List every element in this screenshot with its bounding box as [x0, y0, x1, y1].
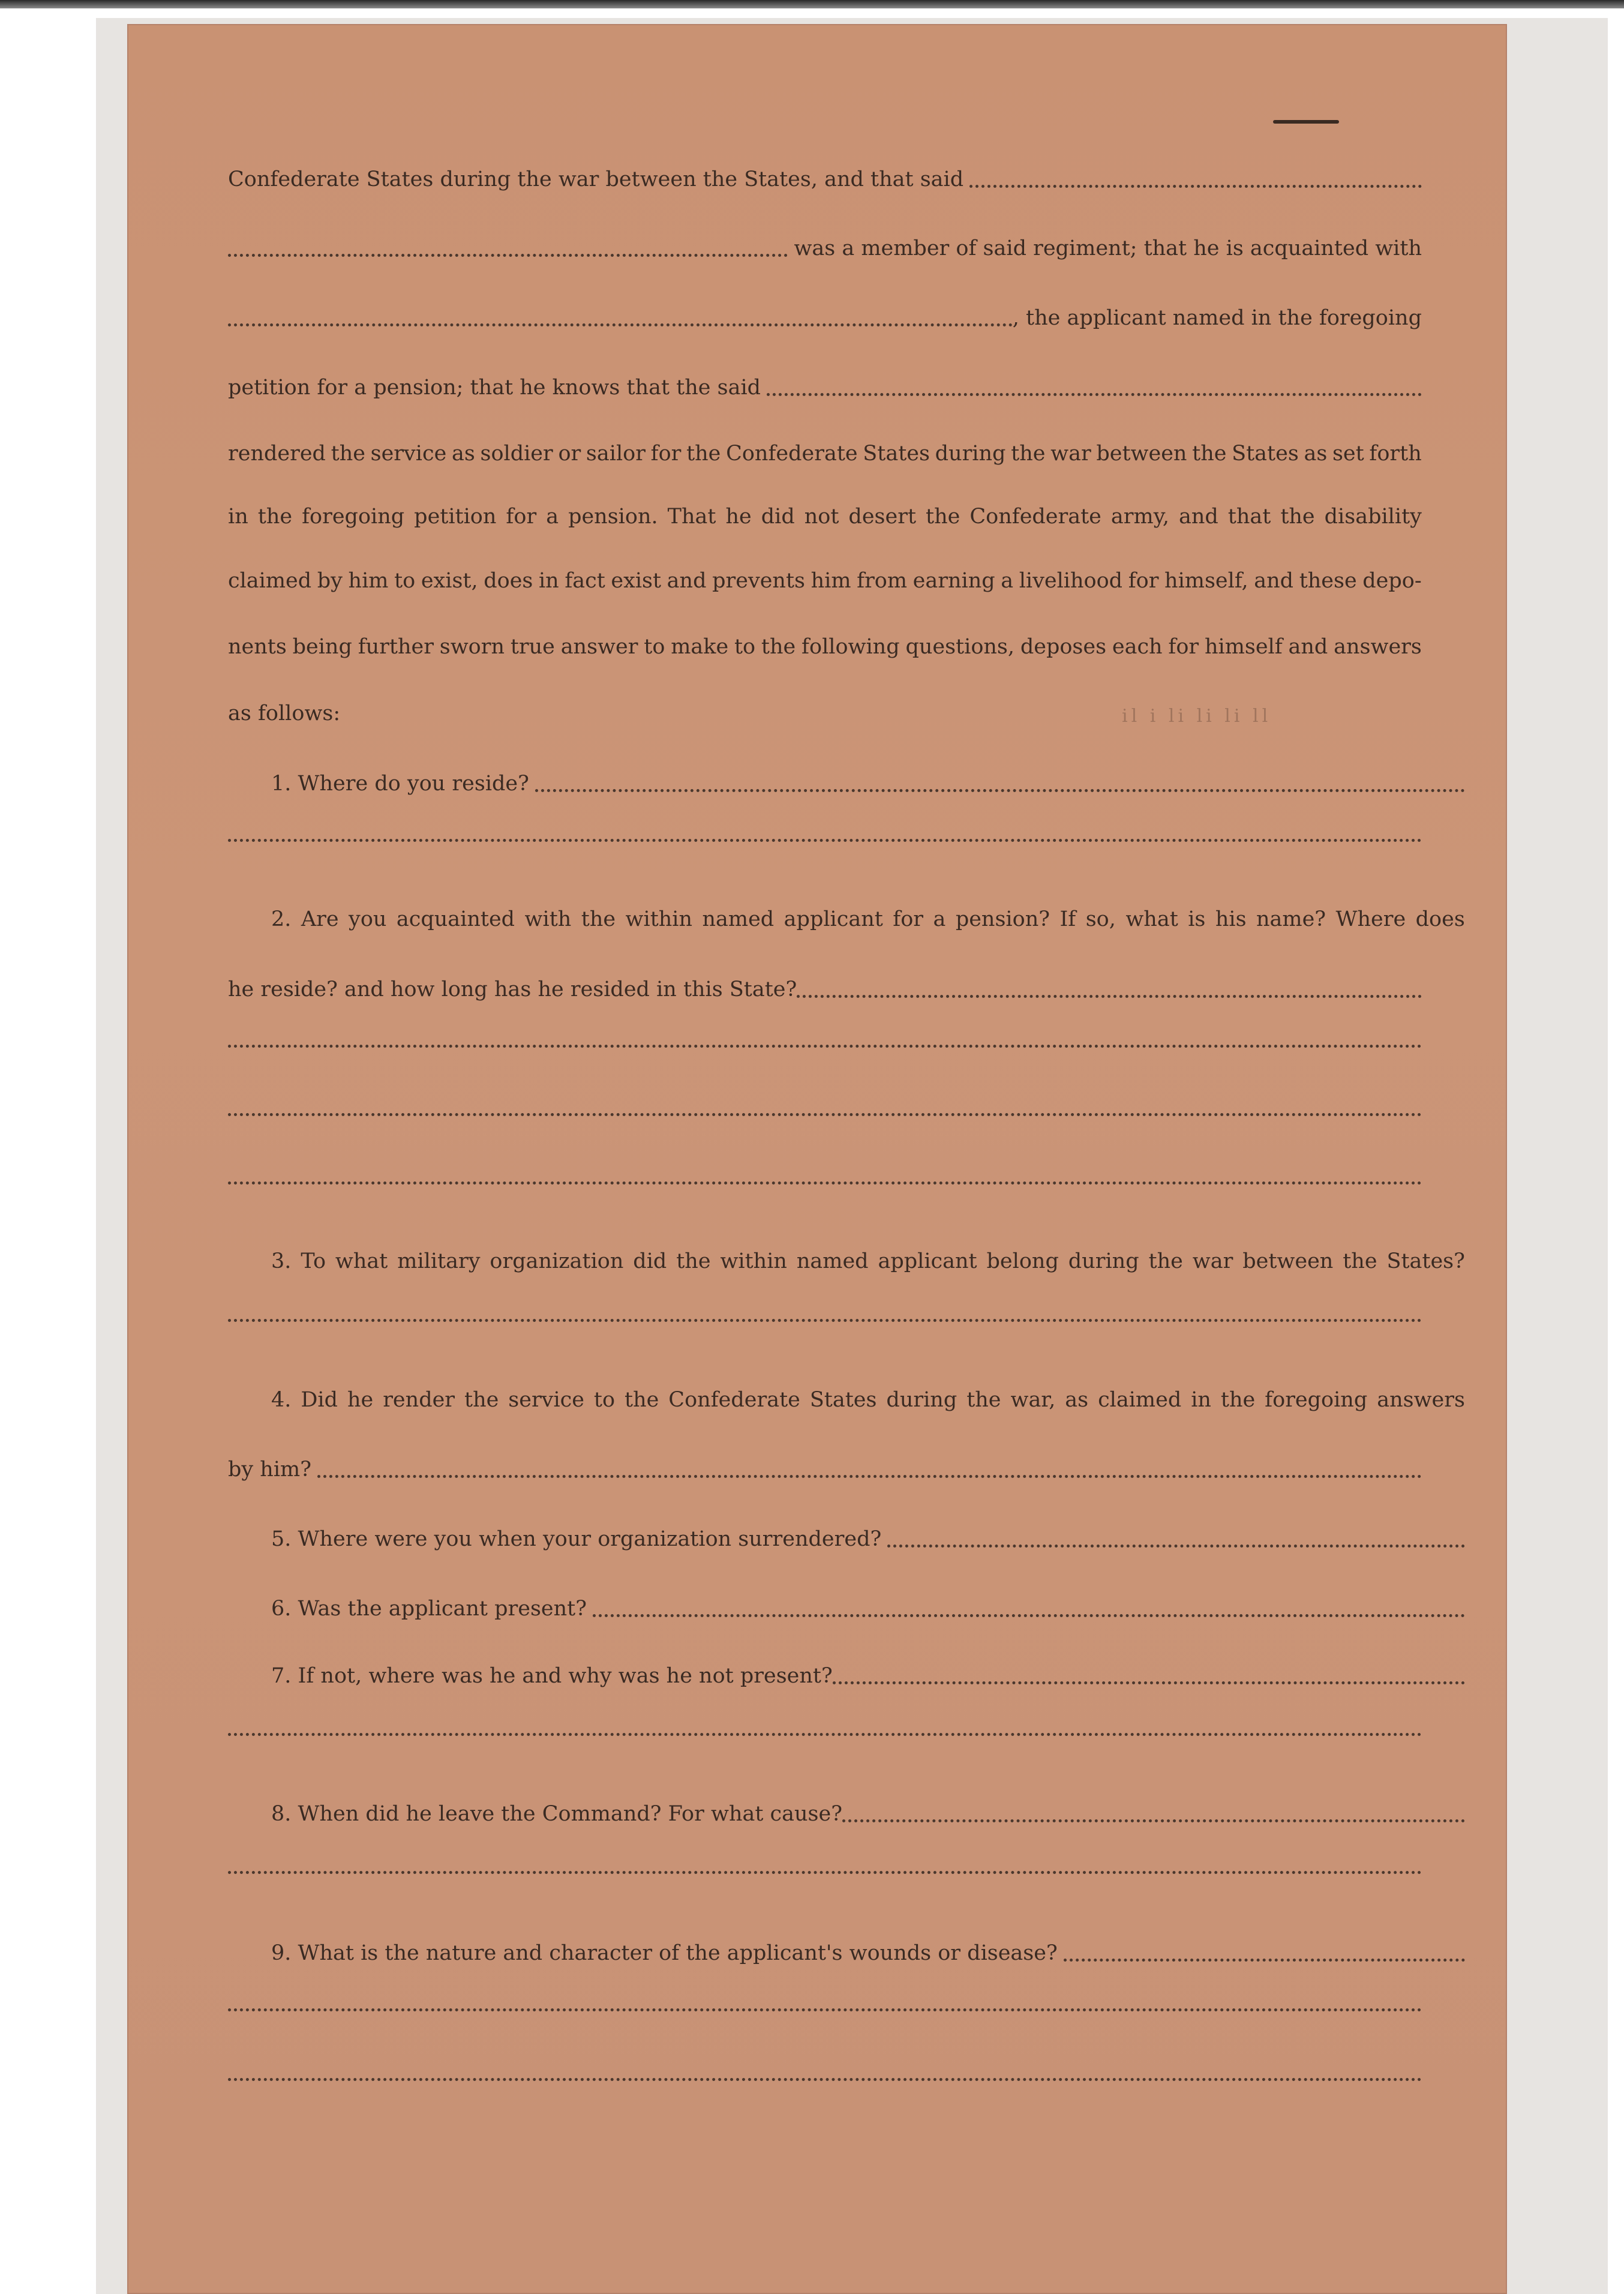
- scanner-edge: [0, 0, 1624, 8]
- answer-line: [228, 1113, 1422, 1121]
- word: organization: [490, 1249, 624, 1273]
- word: answer: [560, 635, 638, 659]
- word: sailor: [586, 442, 646, 466]
- answer-blank[interactable]: [228, 1045, 1422, 1048]
- word: him: [811, 569, 851, 593]
- word: States?: [1386, 1249, 1465, 1273]
- answer-line: [228, 1733, 1422, 1741]
- word: in: [1191, 1388, 1211, 1412]
- fill-in-blank[interactable]: [969, 166, 1422, 188]
- word: a: [933, 907, 946, 931]
- word: the: [257, 505, 293, 529]
- word: what: [335, 1249, 388, 1273]
- word: did: [761, 505, 795, 529]
- word: for: [1168, 635, 1199, 659]
- question-5: [228, 1525, 1465, 1553]
- word: pension.: [568, 505, 658, 529]
- word: named: [796, 1249, 869, 1273]
- answer-line: [228, 1182, 1422, 1190]
- answer-blank[interactable]: [228, 1871, 1422, 1874]
- word: rendered: [228, 442, 326, 466]
- word: does: [484, 569, 533, 593]
- word: himself,: [1164, 569, 1248, 593]
- word: during: [886, 1388, 957, 1412]
- answer-line: [228, 2008, 1422, 2017]
- word: Confederate: [726, 442, 858, 466]
- word: for: [506, 505, 537, 529]
- word: the: [1148, 1249, 1183, 1273]
- word: within: [625, 907, 693, 931]
- word: Confederate: [668, 1388, 800, 1412]
- question-4: [228, 1386, 1465, 1414]
- answer-line: [228, 1045, 1422, 1053]
- question-9: [228, 1939, 1465, 1967]
- word: the: [966, 1388, 1001, 1412]
- word: further: [358, 635, 434, 659]
- line-text: Confederate States during the war between the States, and that said: [228, 167, 964, 191]
- word: what: [1125, 907, 1178, 931]
- word: in: [538, 569, 559, 593]
- word: soldier: [480, 442, 553, 466]
- word: his: [1215, 907, 1247, 931]
- word: the: [676, 1249, 711, 1273]
- word: or: [558, 442, 581, 466]
- question-6: [228, 1595, 1465, 1623]
- word: 3.: [271, 1249, 292, 1273]
- answer-blank[interactable]: [228, 1182, 1422, 1185]
- word: petition: [414, 505, 497, 529]
- word: named: [702, 907, 775, 931]
- line-text: petition for a pension; that he knows that the said: [228, 376, 761, 400]
- word: war: [1050, 442, 1091, 466]
- question-2-continued: [228, 976, 1422, 1003]
- word: Did: [301, 1388, 338, 1412]
- question-text: 1. Where do you reside?: [271, 772, 529, 796]
- answer-line: [228, 2078, 1422, 2086]
- word: answers: [1334, 635, 1422, 659]
- question-1: [228, 770, 1465, 797]
- line-text: , the applicant named in the foregoing: [1012, 306, 1422, 330]
- word: as: [1304, 442, 1328, 466]
- word: and: [1254, 569, 1294, 593]
- word: the: [625, 1388, 659, 1412]
- word: applicant: [784, 907, 883, 931]
- question-4-continued: [228, 1456, 1422, 1483]
- word: States: [1232, 442, 1299, 466]
- word: from: [857, 569, 908, 593]
- word: to: [644, 635, 665, 659]
- paragraph-line-1: [228, 166, 1422, 193]
- word: does: [1415, 907, 1465, 931]
- word: the: [926, 505, 960, 529]
- word: and: [667, 569, 707, 593]
- word: claimed: [1098, 1388, 1182, 1412]
- word: the: [1192, 442, 1227, 466]
- answer-blank[interactable]: [317, 1456, 1422, 1478]
- word: and: [1288, 635, 1328, 659]
- word: the: [1220, 1388, 1256, 1412]
- word: for: [1128, 569, 1159, 593]
- answer-blank[interactable]: [842, 1800, 1465, 1822]
- word: questions,: [905, 635, 1015, 659]
- word: that: [1227, 505, 1271, 529]
- word: sworn: [439, 635, 505, 659]
- word: each: [1112, 635, 1163, 659]
- word: these: [1299, 569, 1357, 593]
- word: the: [331, 442, 365, 466]
- word: earning: [912, 569, 995, 593]
- word: him: [348, 569, 389, 593]
- word: within: [720, 1249, 787, 1273]
- answer-blank[interactable]: [1064, 1939, 1465, 1962]
- word: so,: [1085, 907, 1116, 931]
- word: prevents: [712, 569, 805, 593]
- line-text: as follows:: [228, 701, 341, 725]
- answer-line: [228, 1319, 1422, 1327]
- question-text: 6. Was the applicant present?: [271, 1597, 587, 1621]
- answer-blank[interactable]: [228, 1733, 1422, 1736]
- word: Are: [301, 907, 339, 931]
- word: applicant: [878, 1249, 977, 1273]
- fill-in-blank[interactable]: [767, 374, 1422, 396]
- word: Confederate: [969, 505, 1101, 529]
- word: as: [1065, 1388, 1089, 1412]
- word: exist,: [421, 569, 478, 593]
- word: military: [397, 1249, 481, 1273]
- word: the: [581, 907, 616, 931]
- word: the: [686, 442, 721, 466]
- word: To: [301, 1249, 326, 1273]
- answer-blank[interactable]: [593, 1595, 1465, 1617]
- word: true: [510, 635, 555, 659]
- word: as: [451, 442, 475, 466]
- word: foregoing: [302, 505, 405, 529]
- answer-blank[interactable]: [228, 2008, 1422, 2011]
- answer-line: [228, 1871, 1422, 1879]
- word: render: [383, 1388, 455, 1412]
- word: he: [347, 1388, 374, 1412]
- question-2: [228, 905, 1465, 933]
- answer-blank[interactable]: [887, 1525, 1465, 1548]
- word: for: [893, 907, 924, 931]
- word: service: [370, 442, 447, 466]
- paragraph-line-8: [228, 633, 1422, 661]
- answer-line: [228, 839, 1422, 847]
- word: livelihood: [1019, 569, 1123, 593]
- word: for: [650, 442, 682, 466]
- paragraph-line-2: [228, 235, 1422, 262]
- word: not: [804, 505, 839, 529]
- answer-blank[interactable]: [228, 1319, 1422, 1322]
- word: during: [1068, 1249, 1139, 1273]
- word: himself: [1204, 635, 1283, 659]
- word: a: [546, 505, 559, 529]
- word: during: [935, 442, 1006, 466]
- answer-blank[interactable]: [228, 2078, 1422, 2081]
- word: disability: [1324, 505, 1422, 529]
- word: exist: [611, 569, 662, 593]
- word: war: [1192, 1249, 1233, 1273]
- line-text: was a member of said regiment; that he is acquainted with: [794, 236, 1422, 260]
- word: the: [761, 635, 796, 659]
- word: acquainted: [396, 907, 515, 931]
- question-text: 9. What is the nature and character of the applicant's wounds or disease?: [271, 1941, 1058, 1965]
- question-3: [228, 1248, 1465, 1275]
- answer-blank[interactable]: [535, 770, 1465, 792]
- word: being: [292, 635, 352, 659]
- question-text: 7. If not, where was he and why was he not present?: [271, 1664, 833, 1688]
- paragraph-line-3: [228, 304, 1422, 332]
- word: 4.: [271, 1388, 292, 1412]
- word: army,: [1110, 505, 1169, 529]
- word: the: [1280, 505, 1315, 529]
- word: fact: [565, 569, 605, 593]
- ink-dash-mark: [1273, 120, 1339, 124]
- question-7: [228, 1662, 1465, 1690]
- word: to: [593, 1388, 616, 1412]
- answer-blank[interactable]: [228, 839, 1422, 842]
- word: make: [671, 635, 729, 659]
- word: between: [1096, 442, 1187, 466]
- paragraph-line-6: [228, 503, 1422, 530]
- faint-stamp-mark: il i li li li ll: [1122, 706, 1272, 727]
- word: war,: [1010, 1388, 1056, 1412]
- word: answers: [1377, 1388, 1465, 1412]
- word: with: [524, 907, 572, 931]
- word: did: [633, 1249, 667, 1273]
- word: the: [464, 1388, 499, 1412]
- word: belong: [986, 1249, 1059, 1273]
- word: following: [802, 635, 900, 659]
- fill-in-blank[interactable]: [228, 304, 1013, 326]
- word: 2.: [271, 907, 292, 931]
- question-8: [228, 1800, 1465, 1828]
- word: he: [725, 505, 752, 529]
- answer-blank[interactable]: [797, 976, 1422, 998]
- question-text: by him?: [228, 1458, 311, 1482]
- word: foregoing: [1265, 1388, 1368, 1412]
- word: nents: [228, 635, 287, 659]
- word: a: [1001, 569, 1014, 593]
- word: and: [1178, 505, 1218, 529]
- word: desert: [848, 505, 917, 529]
- word: is: [1188, 907, 1206, 931]
- word: States: [809, 1388, 877, 1412]
- question-text: 8. When did he leave the Command? For what cause?: [271, 1802, 842, 1826]
- fill-in-blank[interactable]: [228, 235, 788, 257]
- word: service: [508, 1388, 584, 1412]
- word: forth: [1369, 442, 1422, 466]
- word: pension?: [955, 907, 1050, 931]
- word: depo-: [1362, 569, 1422, 593]
- word: to: [734, 635, 756, 659]
- paragraph-line-4: [228, 374, 1422, 401]
- word: by: [317, 569, 343, 593]
- word: the: [1011, 442, 1046, 466]
- word: the: [1343, 1249, 1377, 1273]
- answer-blank[interactable]: [833, 1662, 1465, 1684]
- paragraph-line-5: [228, 440, 1422, 467]
- word: That: [667, 505, 716, 529]
- word: claimed: [228, 569, 312, 593]
- word: deposes: [1020, 635, 1107, 659]
- word: set: [1332, 442, 1364, 466]
- word: name?: [1256, 907, 1326, 931]
- word: you: [349, 907, 387, 931]
- word: in: [228, 505, 248, 529]
- word: between: [1242, 1249, 1334, 1273]
- word: Where: [1335, 907, 1406, 931]
- paragraph-line-7: [228, 567, 1422, 595]
- word: If: [1059, 907, 1076, 931]
- word: States: [863, 442, 930, 466]
- question-text: 5. Where were you when your organization surrendered?: [271, 1527, 882, 1551]
- question-text: he reside? and how long has he resided in this State?: [228, 977, 797, 1001]
- word: to: [394, 569, 416, 593]
- answer-blank[interactable]: [228, 1113, 1422, 1116]
